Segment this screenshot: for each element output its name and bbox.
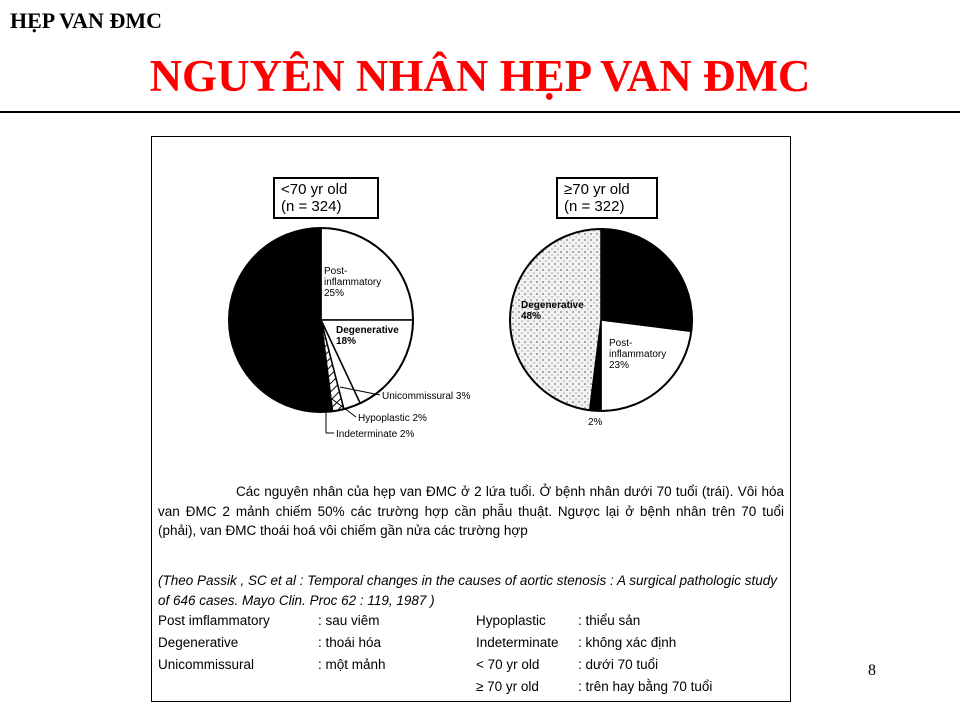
pie-chart-under-70	[229, 228, 413, 412]
legend-term: Degenerative	[158, 635, 239, 650]
figure-citation: (Theo Passik , SC et al : Temporal changes in the causes of aortic stenosis : A surgical pathologic study of 646 cases. Mayo Clin. Proc 62 : 119, 1987 )	[158, 573, 778, 608]
pie-slice-unlabeled-0	[601, 229, 692, 331]
label-left-hypoplastic: Hypoplastic 2%	[358, 413, 427, 424]
figure-caption: Các nguyên nhân của hẹp van ĐMC ở 2 lứa tuổi. Ở bệnh nhân dưới 70 tuổi (trái). Vôi hóa van ĐMC 2 mảnh chiếm 50% các trường hợp cần phẫu thuật. Ngược lại ở bệnh nhân trên 70 tuổi (phải), van ĐMC thoái hoá vôi chiếm gần nửa các trường hợp	[158, 484, 784, 538]
legend-meaning: : một mảnh	[318, 657, 386, 672]
group-label-under-70: <70 yr old	[281, 181, 348, 198]
legend-meaning: : trên hay bằng 70 tuổi	[578, 679, 713, 694]
group-n-over-70: (n = 322)	[564, 198, 625, 215]
legend-term: < 70 yr old	[476, 657, 540, 672]
legend-meaning: : thoái hóa	[318, 635, 382, 650]
legend-term: Indeterminate	[476, 635, 559, 650]
legend-row	[158, 610, 788, 632]
slide-number: 8	[868, 662, 876, 679]
pie-slice-unlabeled-5	[229, 228, 321, 412]
group-n-under-70: (n = 324)	[281, 198, 342, 215]
legend-term: Post imflammatory	[158, 613, 270, 628]
legend-term: ≥ 70 yr old	[476, 679, 539, 694]
legend-table	[158, 610, 788, 698]
label-left-unicommissural: Unicommissural 3%	[382, 391, 471, 402]
label-left-postinflammatory: Post- inflammatory 25%	[324, 266, 382, 299]
legend-row	[158, 654, 788, 676]
legend-row	[158, 632, 788, 654]
slide-title: NGUYÊN NHÂN HẸP VAN ĐMC	[149, 51, 811, 101]
legend-row	[158, 676, 788, 698]
legend-term: Hypoplastic	[476, 613, 546, 628]
label-right-postinflammatory: Post- inflammatory 23%	[609, 338, 667, 371]
group-label-over-70: ≥70 yr old	[564, 181, 630, 198]
pie-charts-svg	[152, 137, 792, 477]
figure-panel	[151, 136, 791, 702]
legend-term: Unicommissural	[158, 657, 255, 672]
title-divider	[0, 111, 960, 113]
legend-meaning: : không xác định	[578, 635, 677, 650]
legend-meaning: : dưới 70 tuổi	[578, 657, 659, 672]
label-left-degenerative: Degenerative 18%	[336, 325, 399, 347]
slide-top-label: HẸP VAN ĐMC	[10, 8, 162, 33]
group-box-over-70	[556, 177, 658, 219]
group-box-under-70	[273, 177, 379, 219]
legend-meaning: : thiểu sản	[578, 613, 641, 628]
label-right-degenerative: Degenerative 48%	[521, 300, 584, 322]
legend-meaning: : sau viêm	[318, 613, 380, 628]
label-right-small-slice: 2%	[588, 417, 603, 428]
label-left-indeterminate: Indeterminate 2%	[336, 429, 415, 440]
